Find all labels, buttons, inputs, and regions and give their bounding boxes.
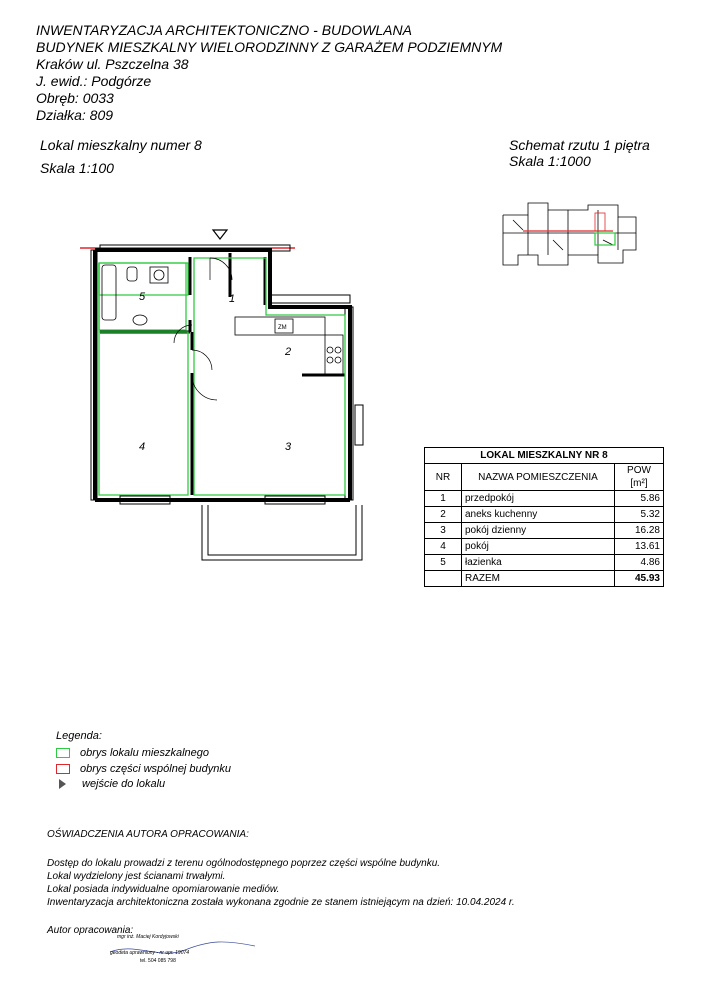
- schematic-scale: Skala 1:1000: [509, 153, 591, 169]
- table-row: 5 łazienka 4.86: [425, 555, 664, 571]
- green-swatch-icon: [56, 748, 70, 758]
- legend-item: obrys lokalu mieszkalnego: [56, 747, 209, 759]
- legend-item: wejście do lokalu: [56, 778, 165, 790]
- room-label-5: 5: [139, 291, 146, 303]
- column-header: POW [m²]: [615, 464, 664, 491]
- table-row: 2 aneks kuchenny 5.32: [425, 507, 664, 523]
- header-line: Działka: 809: [36, 107, 114, 123]
- table-row: 1 przedpokój 5.86: [425, 491, 664, 507]
- legend-item: obrys części wspólnej budynku: [56, 763, 231, 775]
- room-label-2: 2: [285, 346, 292, 358]
- header-line: Kraków ul. Pszczelna 38: [36, 56, 189, 72]
- declarations-title: OŚWIADCZENIA AUTORA OPRACOWANIA:: [47, 829, 249, 840]
- table-row: 4 pokój 13.61: [425, 539, 664, 555]
- floor-schematic: [498, 195, 638, 275]
- doors: [174, 258, 232, 400]
- legend-title: Legenda:: [56, 730, 102, 742]
- balcony: [202, 505, 362, 560]
- plan-scale: Skala 1:100: [40, 160, 114, 176]
- header-line: INWENTARYZACJA ARCHITEKTONICZNO - BUDOWLANA: [36, 22, 412, 38]
- table-row: 3 pokój dzienny 16.28: [425, 523, 664, 539]
- entrance-marker: [213, 230, 227, 239]
- header-line: BUDYNEK MIESZKALNY WIELORODZINNY Z GARAŻEM PODZIEMNYM: [36, 39, 503, 55]
- author-label: Autor opracowania:: [47, 925, 134, 936]
- schematic-title: Schemat rzutu 1 piętra: [509, 137, 650, 153]
- gas-meter-label: ZM: [278, 325, 287, 331]
- table-title: LOKAL MIESZKALNY NR 8: [425, 448, 664, 464]
- room-label-4: 4: [139, 441, 146, 453]
- red-swatch-icon: [56, 764, 70, 774]
- floor-plan: [80, 225, 380, 570]
- room-label-1: 1: [229, 293, 236, 305]
- header-line: J. ewid.: Podgórze: [36, 73, 152, 89]
- interior-walls: [100, 253, 345, 495]
- room-label-3: 3: [285, 441, 292, 453]
- entrance-triangle-icon: [59, 779, 66, 789]
- column-header: NAZWA POMIESZCZENIA: [462, 464, 615, 491]
- declaration-line: Dostęp do lokalu prowadzi z terenu ogólnodostępnego poprzez części wspólne budynku.: [47, 858, 441, 869]
- declaration-line: Lokal posiada indywidualne opomiarowanie mediów.: [47, 884, 280, 895]
- table-total-row: RAZEM 45.93: [425, 571, 664, 587]
- signature-stamp: mgr inż. Maciej Kordyjowski geodeta uprawniony - nr upr. 19074 tel. 504 085 798: [105, 930, 265, 985]
- rooms-table: [424, 447, 664, 587]
- declaration-line: Lokal wydzielony jest ścianami trwałymi.: [47, 871, 226, 882]
- header-line: Obręb: 0033: [36, 90, 114, 106]
- column-header: NR: [425, 464, 462, 491]
- unit-title: Lokal mieszkalny numer 8: [40, 137, 202, 153]
- declaration-line: Inwentaryzacja architektoniczna została wykonana zgodnie ze stanem istniejącym na dzień: 10.04.2024 r.: [47, 897, 515, 908]
